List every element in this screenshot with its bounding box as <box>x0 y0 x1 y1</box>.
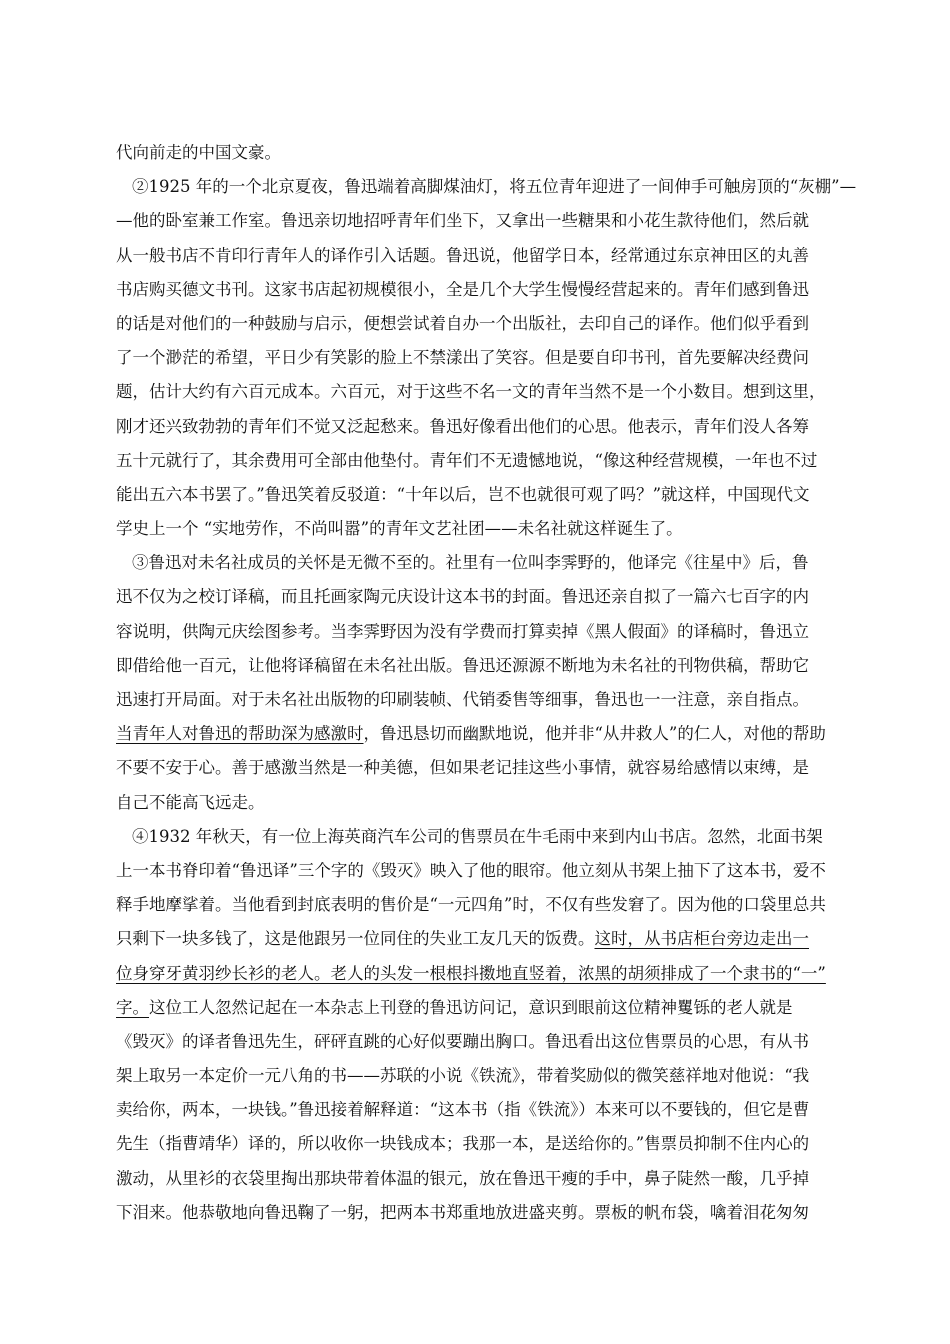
paragraph-3-line: 不要不安于心。善于感激当然是一种美德，但如果老记挂这些小事情，就容易给感情以束缚，是 <box>116 758 809 778</box>
paragraph-3-line-1: ③鲁迅对未名社成员的关怀是无微不至的。社里有一位叫李霁野的，他译完《往星中》后，鲁 <box>132 553 809 573</box>
paragraph-3-line: 迅不仅为之校订译稿，而且托画家陶元庆设计这本书的封面。鲁迅还亲自拟了一篇六七百字的内 <box>116 587 809 607</box>
paragraph-4-line: 只剩下一块多钱了，这是他跟另一位同住的失业工友几天的饭费。这时，从书店柜台旁边走出一 <box>116 929 809 949</box>
paragraph-3-line: 自己不能高飞远走。 <box>116 792 265 812</box>
paragraph-3-line: 容说明，供陶元庆绘图参考。当李霁野因为没有学费而打算卖掉《黑人假面》的译稿时，鲁迅立 <box>116 621 809 641</box>
paragraph-2-line: 了一个渺茫的希望，平日少有笑影的脸上不禁漾出了笑容。但是要自印书刊，首先要解决经费问 <box>116 348 809 368</box>
paragraph-2-line: 学史上一个 “实地劳作，不尚叫嚣”的青年文艺社团——未名社就这样诞生了。 <box>116 519 683 539</box>
underlined-phrase: 位身穿牙黄羽纱长衫的老人。老人的头发一根根抖擞地直竖着，浓黑的胡须排成了一个隶书的“一” <box>116 963 826 983</box>
paragraph-3-line: 当青年人对鲁迅的帮助深为感激时，鲁迅恳切而幽默地说，他并非“从井救人”的仁人，对他的帮助 <box>116 724 826 744</box>
paragraph-4-line-1: ④1932 年秋天，有一位上海英商汽车公司的售票员在牛毛雨中来到内山书店。忽然，北面书架 <box>132 826 823 846</box>
paragraph-4-line: 先生（指曹靖华）译的，所以收你一块钱成本；我那一本，是送给你的。”售票员抑制不住内心的 <box>116 1134 810 1154</box>
article-body <box>116 136 857 1230</box>
underlined-phrase: 这时，从书店柜台旁边走出一 <box>594 929 809 949</box>
paragraph-2-line-1: ②1925 年的一个北京夏夜，鲁迅端着高脚煤油灯，将五位青年迎进了一间伸手可触房顶的“灰棚”— <box>132 177 857 197</box>
paragraph-2-line: 题，估计大约有六百元成本。六百元，对于这些不名一文的青年当然不是一个小数目。想到这里， <box>116 382 826 402</box>
underlined-phrase: 当青年人对鲁迅的帮助深为感激时 <box>116 724 364 744</box>
paragraph-4-line <box>116 957 836 991</box>
paragraph-3-line: 即借给他一百元，让他将译稿留在未名社出版。鲁迅还源源不断地为未名社的刊物供稿，帮助它 <box>116 655 809 675</box>
paragraph-3-line: 迅速打开局面。对于未名社出版物的印刷装帧、代销委售等细事，鲁迅也一一注意，亲自指点。 <box>116 690 809 709</box>
paragraph-4-line: 上一本书脊印着“鲁迅译”三个字的《毁灭》映入了他的眼帘。他立刻从书架上抽下了这本书，爱不 <box>116 860 826 880</box>
paragraph-2-line: 刚才还兴致勃勃的青年们不觉又泛起愁来。鲁迅好像看出他们的心思。他表示，青年们没人各筹 <box>116 416 809 436</box>
paragraph-2-line: 从一般书店不肯印行青年人的译作引入话题。鲁迅说，他留学日本，经常通过东京神田区的丸善 <box>116 245 809 265</box>
paragraph-2-line: 五十元就行了，其余费用可全部由他垫付。青年们不无遗憾地说，“像这种经营规模，一年也不过 <box>116 450 818 470</box>
paragraph-2-line: —他的卧室兼工作室。鲁迅亲切地招呼青年们坐下，又拿出一些糖果和小花生款待他们，然后就 <box>116 211 809 231</box>
paragraph-2-line: 的话是对他们的一种鼓励与启示，便想尝试着自办一个出版社，去印自己的译作。他们似乎看到 <box>116 313 809 333</box>
underlined-phrase: 字。 <box>116 997 149 1017</box>
paragraph-4-line: 《毁灭》的译者鲁迅先生，砰砰直跳的心好似要蹦出胸口。鲁迅看出这位售票员的心思，有从书 <box>116 1031 809 1051</box>
paragraph-4-line: 释手地摩挲着。当他看到封底表明的售价是“一元四角”时，不仅有些发窘了。因为他的口袋里总共 <box>116 895 826 915</box>
paragraph-4-line: 架上取另一本定价一元八角的书——苏联的小说《铁流》，带着奖励似的微笑慈祥地对他说：“我 <box>116 1066 810 1086</box>
paragraph-2-line: 书店购买德文书刊。这家书店起初规模很小，全是几个大学生慢慢经营起来的。青年们感到鲁迅 <box>116 279 809 299</box>
line-1: 代向前走的中国文豪。 <box>116 143 281 162</box>
paragraph-4-line: 下泪来。他恭敬地向鲁迅鞠了一躬，把两本书郑重地放进盛夹剪。票板的帆布袋，噙着泪花匆匆 <box>116 1202 809 1222</box>
paragraph-4-line: 字。这位工人忽然记起在一本杂志上刊登的鲁迅访问记，意识到眼前这位精神矍铄的老人就是 <box>116 997 793 1017</box>
paragraph-4-line: 激动，从里衫的衣袋里掏出那块带着体温的银元，放在鲁迅干瘦的手中，鼻子陡然一酸，几乎掉 <box>116 1168 809 1188</box>
paragraph-2-line: 能出五六本书罢了。”鲁迅笑着反驳道：“十年以后，岂不也就很可观了吗？”就这样，中国现代文 <box>116 484 810 504</box>
paragraph-4-line: 卖给你，两本，一块钱。”鲁迅接着解释道：“这本书（指《铁流》）本来可以不要钱的，但它是曹 <box>116 1100 810 1120</box>
